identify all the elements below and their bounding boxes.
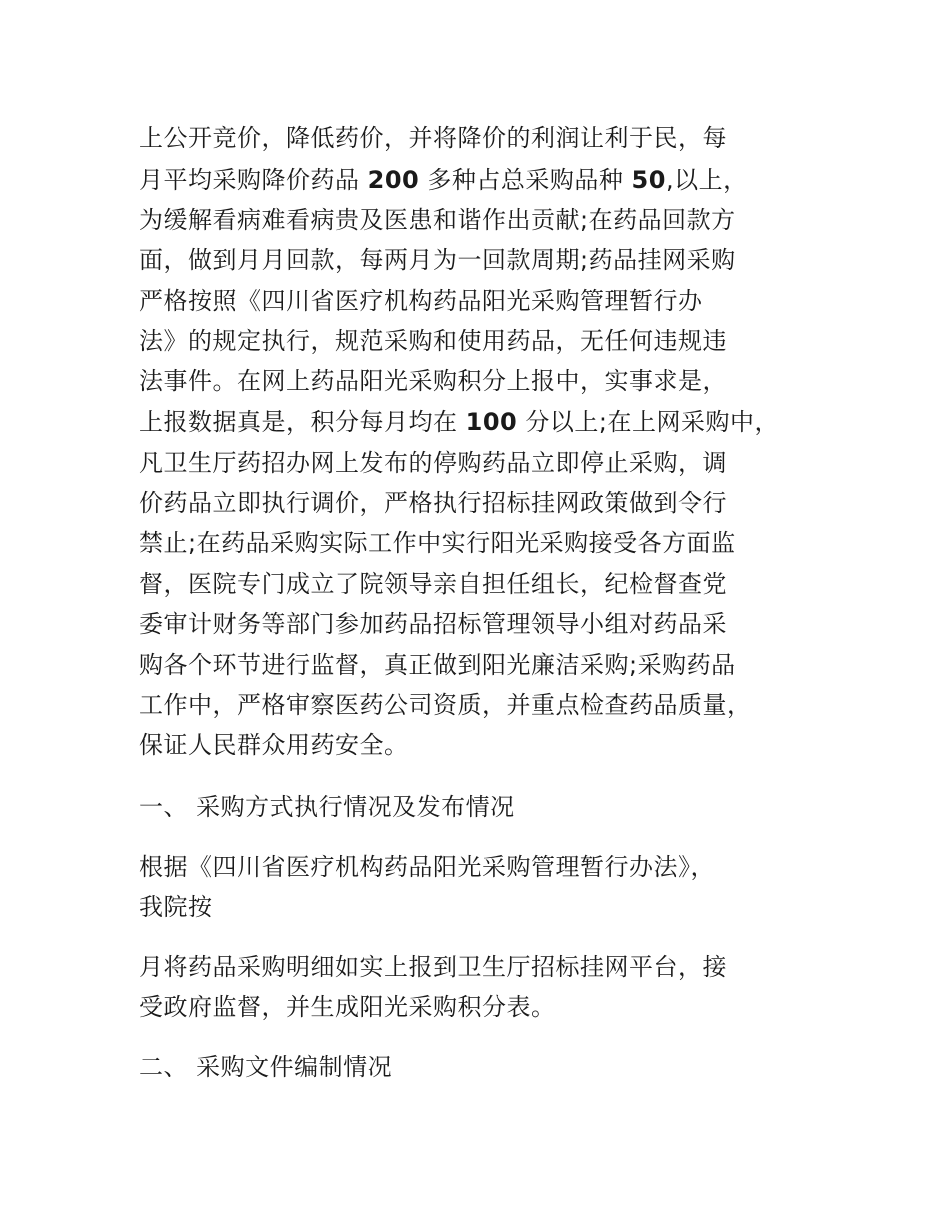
number-50: 50	[631, 166, 666, 194]
paragraph-line: 月将药品采购明细如实上报到卫生厅招标挂网平台，接	[139, 953, 727, 981]
paragraph-line: 受政府监督，并生成阳光采购积分表。	[139, 993, 556, 1021]
text-span: 上报数据真是，积分每月均在	[139, 408, 458, 436]
paragraph-line: 工作中，严格审察医药公司资质，并重点检查药品质量，	[139, 691, 752, 719]
paragraph-line: 法事件。在网上药品阳光采购积分上报中，实事求是，	[139, 367, 727, 395]
paragraph-line: 法》的规定执行，规范采购和使用药品，无任何违规违	[139, 327, 727, 355]
paragraph-line: 购各个环节进行监督，真正做到阳光廉洁采购;采购药品	[139, 651, 736, 679]
number-200: 200	[367, 166, 420, 194]
text-span: 分以上;在上网采购中，	[525, 408, 779, 436]
paragraph-line: 根据《四川省医疗机构药品阳光采购管理暂行办法》，	[139, 853, 715, 881]
paragraph-line	[139, 166, 748, 194]
paragraph-line: 严格按照《四川省医疗机构药品阳光采购管理暂行办	[139, 287, 703, 315]
paragraph-line: 价药品立即执行调价，严格执行招标挂网政策做到令行	[139, 489, 727, 517]
paragraph-line: 我院按	[139, 893, 213, 921]
text-span: 多种占总采购品种	[427, 166, 624, 194]
paragraph-line: 面，做到月月回款，每两月为一回款周期;药品挂网采购	[139, 246, 736, 274]
text-span: ,以上，	[665, 166, 748, 194]
text-span: 月平均采购降价药品	[139, 166, 360, 194]
paragraph-line: 委审计财务等部门参加药品招标管理领导小组对药品采	[139, 610, 727, 638]
section-heading: 二、 采购文件编制情况	[139, 1053, 393, 1081]
paragraph-line: 禁止;在药品采购实际工作中实行阳光采购接受各方面监	[139, 529, 736, 557]
paragraph-line: 督，医院专门成立了院领导亲自担任组长，纪检督查党	[139, 570, 727, 598]
number-100: 100	[465, 408, 518, 436]
paragraph-line	[139, 408, 779, 436]
paragraph-line: 保证人民群众用药安全。	[139, 731, 409, 759]
paragraph-line: 凡卫生厅药招办网上发布的停购药品立即停止采购，调	[139, 449, 727, 477]
paragraph-line: 为缓解看病难看病贵及医患和谐作出贡献;在药品回款方	[139, 206, 736, 234]
section-heading: 一、 采购方式执行情况及发布情况	[139, 793, 515, 821]
paragraph-line: 上公开竞价，降低药价，并将降价的利润让利于民，每	[139, 124, 727, 152]
